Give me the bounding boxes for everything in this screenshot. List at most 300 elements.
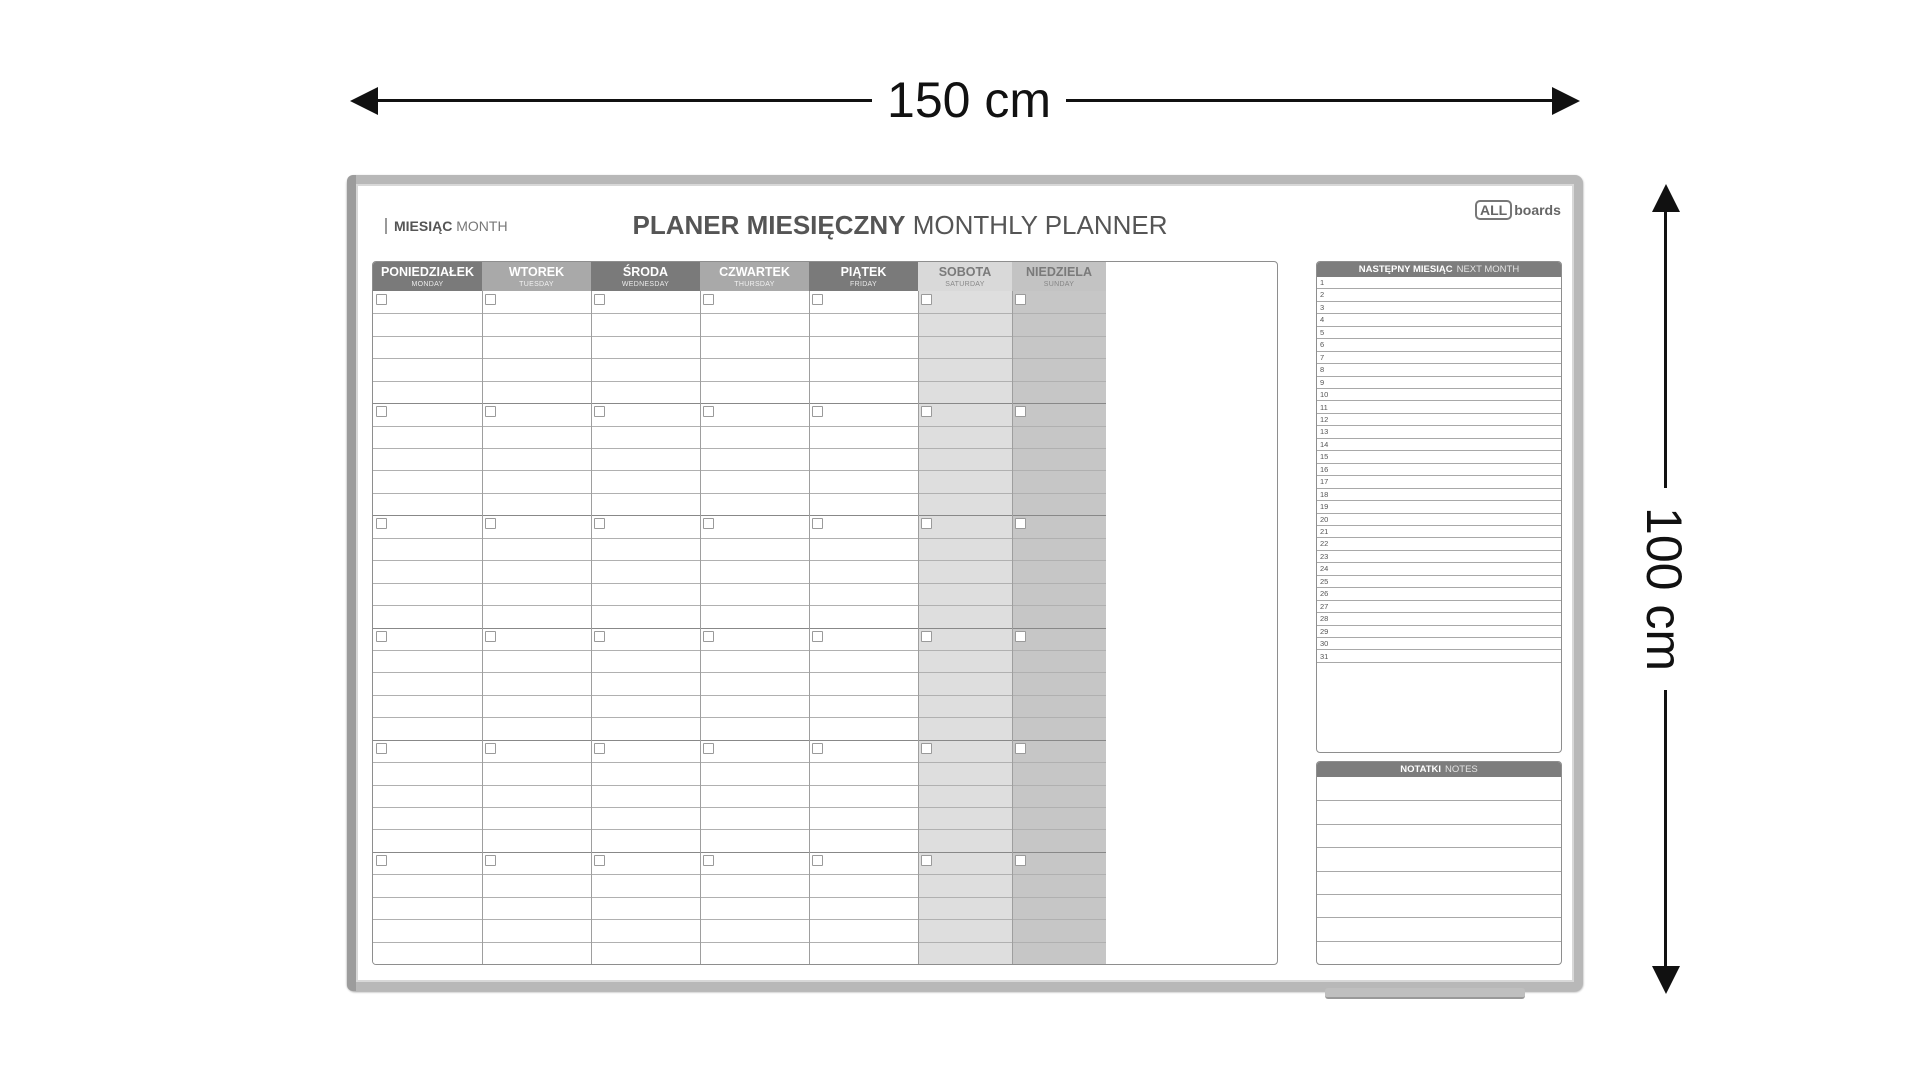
grid-line <box>918 605 1012 606</box>
grid-line <box>482 762 591 763</box>
grid-line <box>809 762 918 763</box>
planner-title-pl: PLANER MIESIĘCZNY <box>632 210 906 240</box>
grid-line <box>1012 897 1106 898</box>
day-checkbox[interactable] <box>376 855 387 866</box>
grid-line <box>918 807 1012 808</box>
day-checkbox[interactable] <box>812 294 823 305</box>
grid-line <box>482 403 591 404</box>
next-month-row[interactable]: 8 <box>1317 364 1561 376</box>
day-checkbox[interactable] <box>1015 855 1026 866</box>
day-checkbox[interactable] <box>1015 518 1026 529</box>
next-month-row[interactable]: 10 <box>1317 389 1561 401</box>
grid-line <box>373 807 482 808</box>
grid-line <box>591 493 700 494</box>
grid-line <box>373 717 482 718</box>
next-month-title-en: NEXT MONTH <box>1456 264 1520 275</box>
next-month-row[interactable]: 17 <box>1317 476 1561 488</box>
grid-line <box>373 605 482 606</box>
grid-line <box>918 919 1012 920</box>
grid-line <box>373 560 482 561</box>
day-checkbox[interactable] <box>921 743 932 754</box>
grid-line <box>591 358 700 359</box>
grid-line <box>373 448 482 449</box>
grid-line <box>482 313 591 314</box>
next-month-row[interactable]: 11 <box>1317 402 1561 414</box>
planner-title <box>560 206 1240 244</box>
day-header <box>482 262 591 291</box>
grid-line <box>1012 829 1106 830</box>
notes-line <box>1317 800 1561 801</box>
grid-line <box>700 785 809 786</box>
grid-line <box>1012 403 1106 404</box>
grid-line <box>482 493 591 494</box>
grid-line <box>373 403 482 404</box>
day-name-en: SUNDAY <box>1043 281 1075 288</box>
dimension-line <box>1664 198 1667 488</box>
next-month-row[interactable]: 7 <box>1317 352 1561 364</box>
day-checkbox[interactable] <box>812 406 823 417</box>
next-month-row[interactable]: 28 <box>1317 613 1561 625</box>
day-checkbox[interactable] <box>921 855 932 866</box>
grid-line <box>809 740 918 741</box>
notes-line <box>1317 847 1561 848</box>
grid-line <box>373 583 482 584</box>
day-name-en: FRIDAY <box>850 281 877 288</box>
grid-line <box>482 336 591 337</box>
grid-line <box>918 426 1012 427</box>
grid-line <box>1012 336 1106 337</box>
next-month-row[interactable]: 29 <box>1317 626 1561 638</box>
column-divider <box>809 291 810 964</box>
grid-line <box>373 336 482 337</box>
grid-line <box>918 493 1012 494</box>
next-month-row[interactable]: 27 <box>1317 601 1561 613</box>
grid-line <box>482 672 591 673</box>
grid-line <box>1012 807 1106 808</box>
grid-line <box>373 695 482 696</box>
next-month-row[interactable]: 6 <box>1317 339 1561 351</box>
day-checkbox[interactable] <box>703 743 714 754</box>
grid-line <box>809 628 918 629</box>
grid-line <box>591 426 700 427</box>
grid-line <box>482 628 591 629</box>
grid-line <box>700 493 809 494</box>
grid-line <box>1012 942 1106 943</box>
day-checkbox[interactable] <box>376 406 387 417</box>
grid-line <box>918 538 1012 539</box>
day-checkbox[interactable] <box>703 631 714 642</box>
grid-line <box>1012 628 1106 629</box>
next-month-row[interactable]: 25 <box>1317 576 1561 588</box>
next-month-row[interactable]: 14 <box>1317 439 1561 451</box>
grid-line <box>373 672 482 673</box>
day-column[interactable] <box>809 291 918 964</box>
grid-line <box>809 897 918 898</box>
dimension-line <box>1664 690 1667 980</box>
grid-line <box>918 829 1012 830</box>
next-month-row[interactable]: 30 <box>1317 638 1561 650</box>
day-header <box>591 262 700 291</box>
brand-logo <box>1475 200 1561 220</box>
next-month-row[interactable]: 12 <box>1317 414 1561 426</box>
grid-line <box>1012 583 1106 584</box>
column-divider <box>700 291 701 964</box>
next-month-row[interactable]: 31 <box>1317 651 1561 663</box>
grid-line <box>918 672 1012 673</box>
grid-line <box>591 919 700 920</box>
day-column[interactable] <box>373 291 482 964</box>
day-checkbox[interactable] <box>921 294 932 305</box>
grid-line <box>700 807 809 808</box>
grid-line <box>1012 560 1106 561</box>
grid-line <box>373 313 482 314</box>
grid-line <box>700 358 809 359</box>
grid-line <box>918 560 1012 561</box>
grid-line <box>482 650 591 651</box>
grid-line <box>482 785 591 786</box>
grid-line <box>591 538 700 539</box>
next-month-row[interactable]: 15 <box>1317 451 1561 463</box>
grid-line <box>1012 672 1106 673</box>
grid-line <box>918 358 1012 359</box>
grid-line <box>1012 740 1106 741</box>
grid-line <box>482 358 591 359</box>
day-checkbox[interactable] <box>594 743 605 754</box>
day-checkbox[interactable] <box>485 406 496 417</box>
day-checkbox[interactable] <box>376 294 387 305</box>
grid-line <box>373 358 482 359</box>
grid-line <box>809 583 918 584</box>
day-checkbox[interactable] <box>376 743 387 754</box>
grid-line <box>591 740 700 741</box>
grid-line <box>809 807 918 808</box>
grid-line <box>809 336 918 337</box>
day-checkbox[interactable] <box>703 406 714 417</box>
day-name-pl: WTOREK <box>508 265 565 279</box>
next-month-title-pl: NASTĘPNY MIESIĄC <box>1358 264 1453 275</box>
grid-line <box>1012 919 1106 920</box>
day-column[interactable] <box>918 291 1012 964</box>
notes-line <box>1317 894 1561 895</box>
grid-line <box>918 740 1012 741</box>
day-checkbox[interactable] <box>485 294 496 305</box>
grid-line <box>1012 874 1106 875</box>
grid-line <box>809 403 918 404</box>
grid-line <box>591 807 700 808</box>
day-checkbox[interactable] <box>921 631 932 642</box>
grid-line <box>482 470 591 471</box>
grid-line <box>809 448 918 449</box>
next-month-row[interactable]: 13 <box>1317 426 1561 438</box>
grid-line <box>700 403 809 404</box>
day-checkbox[interactable] <box>376 631 387 642</box>
grid-line <box>809 874 918 875</box>
grid-line <box>373 650 482 651</box>
grid-line <box>700 605 809 606</box>
grid-line <box>482 897 591 898</box>
notes-line <box>1317 941 1561 942</box>
dimension-line <box>1066 99 1566 102</box>
grid-line <box>591 336 700 337</box>
grid-line <box>918 628 1012 629</box>
grid-line <box>1012 381 1106 382</box>
grid-line <box>482 583 591 584</box>
day-checkbox[interactable] <box>594 294 605 305</box>
arrow-down-icon <box>1652 966 1680 994</box>
grid-line <box>918 403 1012 404</box>
day-checkbox[interactable] <box>485 855 496 866</box>
day-column[interactable] <box>482 291 591 964</box>
column-divider <box>918 291 919 964</box>
grid-line <box>918 470 1012 471</box>
grid-line <box>700 650 809 651</box>
grid-line <box>373 762 482 763</box>
calendar-grid <box>372 261 1278 965</box>
day-checkbox[interactable] <box>594 631 605 642</box>
grid-line <box>1012 515 1106 516</box>
day-name-en: MONDAY <box>411 281 444 288</box>
grid-line <box>482 852 591 853</box>
next-month-row[interactable]: 23 <box>1317 551 1561 563</box>
next-month-row[interactable]: 3 <box>1317 302 1561 314</box>
grid-line <box>809 919 918 920</box>
day-checkbox[interactable] <box>485 743 496 754</box>
grid-line <box>809 942 918 943</box>
grid-line <box>700 426 809 427</box>
day-checkbox[interactable] <box>1015 406 1026 417</box>
grid-line <box>591 470 700 471</box>
day-name-pl: PONIEDZIAŁEK <box>380 265 475 279</box>
grid-line <box>918 515 1012 516</box>
day-name-pl: SOBOTA <box>938 265 992 279</box>
width-label: 150 cm <box>887 72 1051 128</box>
grid-line <box>809 470 918 471</box>
grid-line <box>373 515 482 516</box>
next-month-row[interactable]: 20 <box>1317 514 1561 526</box>
grid-line <box>1012 695 1106 696</box>
grid-line <box>591 672 700 673</box>
next-month-row[interactable]: 5 <box>1317 327 1561 339</box>
grid-line <box>918 336 1012 337</box>
day-checkbox[interactable] <box>485 518 496 529</box>
grid-line <box>700 448 809 449</box>
column-divider <box>591 291 592 964</box>
grid-line <box>1012 605 1106 606</box>
grid-line <box>373 919 482 920</box>
grid-line <box>918 762 1012 763</box>
grid-line <box>809 313 918 314</box>
grid-line <box>482 740 591 741</box>
day-checkbox[interactable] <box>703 294 714 305</box>
grid-line <box>700 336 809 337</box>
grid-line <box>1012 313 1106 314</box>
day-checkbox[interactable] <box>812 855 823 866</box>
grid-line <box>700 515 809 516</box>
day-column[interactable] <box>1012 291 1106 964</box>
grid-line <box>591 313 700 314</box>
grid-line <box>373 470 482 471</box>
column-divider <box>1012 291 1013 964</box>
grid-line <box>700 470 809 471</box>
grid-line <box>700 628 809 629</box>
grid-line <box>1012 785 1106 786</box>
grid-line <box>700 560 809 561</box>
next-month-row[interactable]: 4 <box>1317 314 1561 326</box>
day-header <box>1012 262 1106 291</box>
day-column[interactable] <box>700 291 809 964</box>
next-month-header <box>1317 262 1561 277</box>
grid-line <box>591 874 700 875</box>
month-label-en: MONTH <box>456 218 508 234</box>
grid-line <box>373 426 482 427</box>
grid-line <box>482 874 591 875</box>
next-month-row[interactable]: 9 <box>1317 377 1561 389</box>
grid-line <box>700 583 809 584</box>
grid-line <box>918 852 1012 853</box>
grid-line <box>700 381 809 382</box>
day-checkbox[interactable] <box>921 518 932 529</box>
grid-line <box>918 785 1012 786</box>
grid-line <box>482 448 591 449</box>
marker-tray <box>1325 988 1525 999</box>
grid-line <box>809 426 918 427</box>
grid-line <box>482 829 591 830</box>
grid-line <box>482 807 591 808</box>
day-checkbox[interactable] <box>594 518 605 529</box>
grid-line <box>591 852 700 853</box>
grid-line <box>482 515 591 516</box>
grid-line <box>591 762 700 763</box>
grid-line <box>809 717 918 718</box>
next-month-row[interactable]: 24 <box>1317 563 1561 575</box>
grid-line <box>373 897 482 898</box>
day-name-pl: PIĄTEK <box>840 265 887 279</box>
grid-line <box>918 381 1012 382</box>
grid-line <box>700 740 809 741</box>
grid-line <box>373 538 482 539</box>
grid-line <box>373 874 482 875</box>
notes-title-pl: NOTATKI <box>1400 764 1442 775</box>
day-checkbox[interactable] <box>1015 631 1026 642</box>
grid-line <box>482 381 591 382</box>
next-month-row[interactable]: 19 <box>1317 501 1561 513</box>
day-checkbox[interactable] <box>921 406 932 417</box>
grid-line <box>373 852 482 853</box>
grid-line <box>591 515 700 516</box>
grid-line <box>809 650 918 651</box>
grid-line <box>591 381 700 382</box>
grid-line <box>591 897 700 898</box>
grid-line <box>700 538 809 539</box>
grid-line <box>1012 852 1106 853</box>
grid-line <box>809 358 918 359</box>
next-month-row[interactable]: 2 <box>1317 289 1561 301</box>
grid-line <box>591 785 700 786</box>
grid-line <box>918 717 1012 718</box>
grid-line <box>918 942 1012 943</box>
next-month-row[interactable]: 22 <box>1317 538 1561 550</box>
day-name-pl: NIEDZIELA <box>1026 265 1092 279</box>
grid-line <box>591 605 700 606</box>
arrow-right-icon <box>1552 87 1580 115</box>
day-name-pl: ŚRODA <box>622 265 669 279</box>
next-month-row[interactable]: 1 <box>1317 277 1561 289</box>
grid-line <box>482 919 591 920</box>
grid-line <box>482 426 591 427</box>
grid-line <box>373 785 482 786</box>
grid-line <box>373 740 482 741</box>
grid-line <box>591 695 700 696</box>
grid-line <box>591 650 700 651</box>
grid-line <box>700 919 809 920</box>
grid-line <box>1012 448 1106 449</box>
grid-line <box>482 695 591 696</box>
day-name-en: TUESDAY <box>519 281 554 288</box>
day-checkbox[interactable] <box>1015 743 1026 754</box>
grid-line <box>591 942 700 943</box>
day-checkbox[interactable] <box>703 518 714 529</box>
day-column[interactable] <box>591 291 700 964</box>
next-month-row[interactable]: 16 <box>1317 464 1561 476</box>
width-dimension <box>350 66 1580 134</box>
next-month-row[interactable]: 26 <box>1317 588 1561 600</box>
day-header <box>373 262 482 291</box>
next-month-row[interactable]: 18 <box>1317 489 1561 501</box>
day-checkbox[interactable] <box>594 855 605 866</box>
grid-line <box>591 829 700 830</box>
day-checkbox[interactable] <box>1015 294 1026 305</box>
grid-line <box>373 381 482 382</box>
day-checkbox[interactable] <box>376 518 387 529</box>
grid-line <box>1012 650 1106 651</box>
notes-line <box>1317 871 1561 872</box>
grid-line <box>700 942 809 943</box>
grid-line <box>809 493 918 494</box>
day-name-en: THURSDAY <box>734 281 775 288</box>
day-header <box>918 262 1012 291</box>
logo-box-text: ALL <box>1475 200 1512 220</box>
grid-line <box>700 874 809 875</box>
next-month-row[interactable]: 21 <box>1317 526 1561 538</box>
grid-line <box>1012 426 1106 427</box>
planner-title-en: MONTHLY PLANNER <box>912 210 1168 240</box>
grid-line <box>482 605 591 606</box>
notes-panel <box>1316 761 1562 965</box>
day-checkbox[interactable] <box>812 631 823 642</box>
frame-edge <box>347 175 356 991</box>
month-label-pl: MIESIĄC <box>394 218 453 234</box>
day-checkbox[interactable] <box>594 406 605 417</box>
notes-line <box>1317 824 1561 825</box>
grid-line <box>700 695 809 696</box>
day-name-en: WEDNESDAY <box>621 281 670 288</box>
grid-line <box>809 515 918 516</box>
next-month-panel <box>1316 261 1562 753</box>
day-checkbox[interactable] <box>812 518 823 529</box>
grid-line <box>373 628 482 629</box>
day-checkbox[interactable] <box>812 743 823 754</box>
grid-line <box>700 717 809 718</box>
day-checkbox[interactable] <box>703 855 714 866</box>
grid-line <box>700 829 809 830</box>
grid-line <box>1012 470 1106 471</box>
grid-line <box>482 538 591 539</box>
grid-line <box>591 560 700 561</box>
grid-line <box>809 538 918 539</box>
grid-line <box>918 448 1012 449</box>
grid-line <box>482 560 591 561</box>
day-checkbox[interactable] <box>485 631 496 642</box>
